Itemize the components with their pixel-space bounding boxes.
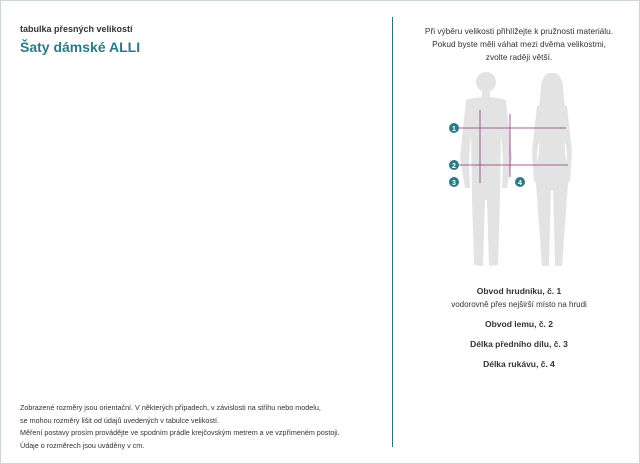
- note-line: se mohou rozměry lišit od údajů uvedených v tabulce velikostí.: [20, 415, 219, 425]
- female-silhouette: [532, 73, 572, 266]
- marker-4: [515, 177, 525, 187]
- male-silhouette: [460, 72, 512, 266]
- legend-chest-description: vodorovně přes nejširší místo na hrudi: [451, 300, 587, 309]
- legend-front-length: Délka předního dílu, č. 3: [470, 339, 568, 349]
- marker-3: [449, 177, 459, 187]
- measurement-legend: [400, 286, 638, 369]
- note-line: Měření postavy prosím provádějte ve spodním prádle krejčovským metrem a ve vzpřímeném postoji.: [20, 428, 340, 437]
- measurement-notes: [20, 402, 380, 452]
- marker-2: [449, 160, 459, 170]
- legend-chest-circumference: Obvod hrudníku, č. 1: [476, 286, 562, 296]
- marker-1: [449, 123, 459, 133]
- advice-line: zvolte raději větší.: [485, 51, 553, 62]
- column-divider: [392, 17, 393, 447]
- size-table-subtitle: tabulka přesných velikostí: [20, 24, 133, 34]
- marker-2-label: 2: [452, 163, 456, 170]
- size-advice: [400, 25, 638, 63]
- marker-1-label: 1: [452, 126, 456, 133]
- product-title: Šaty dámské ALLI: [20, 39, 141, 55]
- advice-line: Při výběru velikosti přihlížejte k pružnosti materiálu.: [424, 26, 614, 36]
- note-line: Údaje o rozměrech jsou uváděny v cm.: [20, 440, 145, 450]
- marker-3-label: 3: [452, 180, 456, 187]
- legend-hem-circumference: Obvod lemu, č. 2: [484, 319, 554, 329]
- advice-line: Pokud byste měli váhat mezi dvěma velikostmi,: [432, 38, 606, 49]
- note-line: Zobrazené rozměry jsou orientační. V některých případech, v závislosti na střihu nebo modelu,: [20, 403, 321, 412]
- legend-sleeve-length: Délka rukávu, č. 4: [483, 359, 555, 369]
- body-measurement-diagram: [440, 70, 580, 275]
- marker-4-label: 4: [518, 180, 522, 187]
